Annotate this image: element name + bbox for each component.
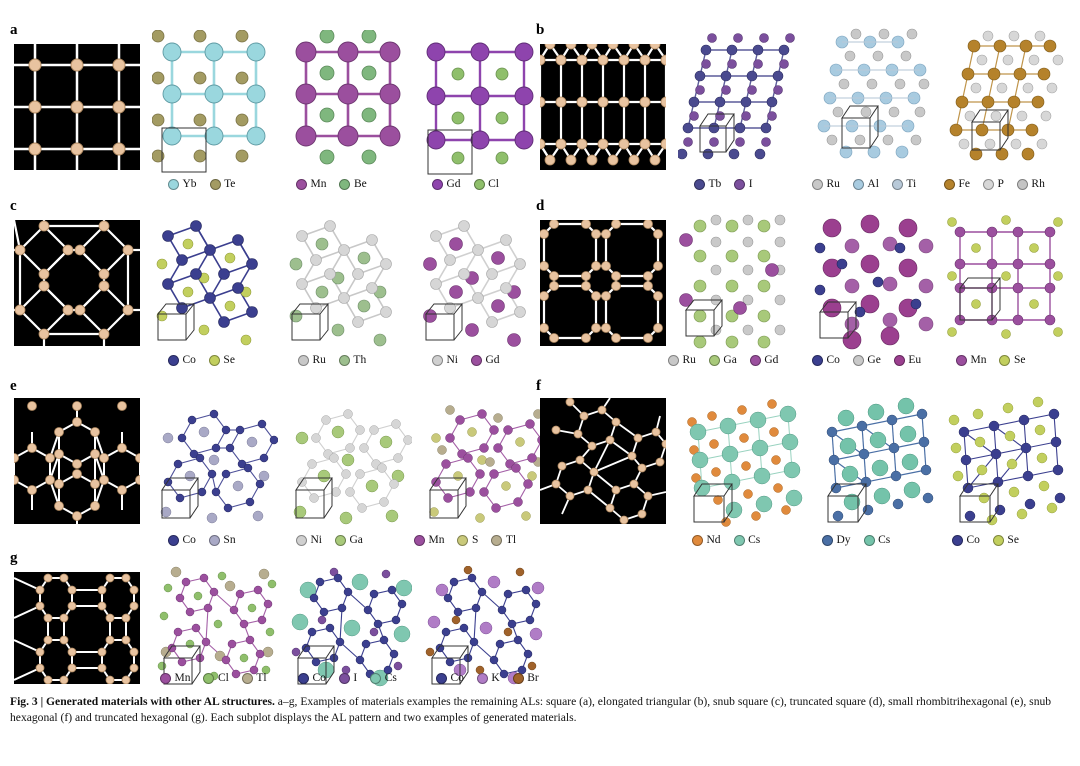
legend-swatch-al [853,179,864,190]
legend-f-2 [822,534,899,546]
legend-label: I [353,672,358,684]
legend-label: Be [353,178,367,190]
al-pattern-snub-square [14,220,140,346]
legend-swatch-be [339,179,350,190]
legend-label: I [748,178,753,190]
legend-swatch-tb [694,179,705,190]
legend-label: Sn [223,534,236,546]
al-pattern-small-rhombitrihexagonal [14,398,140,524]
legend-swatch-ti [892,179,903,190]
panel-letter-b: b [536,22,545,38]
legend-e-2 [296,534,372,546]
legend-label: P [997,178,1004,190]
legend-item [853,178,879,190]
legend-label: Br [527,672,539,684]
legend-swatch-cs [370,673,381,684]
legend-swatch-cl [474,179,485,190]
structure-a-2 [286,30,412,178]
structure-b-3 [944,26,1070,176]
structure-e-1 [152,392,278,534]
legend-swatch-mn [160,673,171,684]
structure-d-2 [812,212,938,354]
legend-item [296,178,326,190]
legend-label: Ru [826,178,840,190]
legend-label: Se [1007,534,1019,546]
legend-item [370,672,397,684]
legend-label: Gd [446,178,461,190]
legend-c-3 [432,354,509,366]
legend-item [296,534,322,546]
legend-label: Al [867,178,879,190]
panel-letter-c: c [10,198,17,214]
legend-label: Ti [906,178,917,190]
legend-label: Co [182,354,196,366]
legend-label: Ni [310,534,322,546]
legend-label: Mn [970,354,987,366]
legend-label: Co [826,354,840,366]
structure-c-3 [420,212,546,354]
structure-f-3 [944,392,1070,534]
legend-swatch-ru [298,355,309,366]
structure-d-3 [944,212,1070,354]
legend-item [203,672,228,684]
legend-d-1 [668,354,787,366]
legend-a-3 [432,178,508,190]
al-pattern-elongated-triangular [540,44,666,170]
legend-label: Cs [384,672,397,684]
legend-item [894,354,921,366]
structure-b-2 [812,26,938,176]
figure-caption [10,694,1068,727]
legend-item [432,354,458,366]
legend-item [734,534,761,546]
caption-body: a–g, Examples of materials examples the remaining ALs: square (a), elongated triangular (b), snub square (c), truncated square (d), small rhombitrihexagonal (e), snub hexagonal (f) and truncated hexagonal (g). Each subplot displays the AL pattern and two examples of generated materials. [10,695,1052,725]
legend-g-3 [436,672,548,684]
legend-swatch-mn [956,355,967,366]
legend-item [513,672,539,684]
structure-e-3 [420,392,546,534]
legend-label: Nd [706,534,721,546]
legend-item [956,354,986,366]
legend-swatch-te [210,179,221,190]
legend-label: K [491,672,500,684]
legend-label: Dy [836,534,851,546]
legend-label: Te [224,178,236,190]
structure-d-1 [678,212,804,354]
legend-swatch-cl [203,673,214,684]
legend-e-1 [168,534,245,546]
legend-label: Co [966,534,980,546]
legend-swatch-ni [432,355,443,366]
legend-item [491,534,516,546]
legend-swatch-cs [734,535,745,546]
legend-item [242,672,267,684]
panel-letter-f: f [536,378,541,394]
legend-item [1017,178,1045,190]
legend-swatch-sn [209,535,220,546]
legend-swatch-rh [1017,179,1028,190]
structure-f-2 [812,392,938,534]
legend-label: Cs [878,534,891,546]
legend-swatch-th [339,355,350,366]
legend-label: Ru [682,354,696,366]
panel-letter-e: e [10,378,17,394]
panel-letter-a: a [10,22,18,38]
legend-swatch-mn [296,179,307,190]
legend-item [853,354,881,366]
al-pattern-truncated-square [540,220,666,346]
legend-label: Se [223,354,235,366]
legend-b-2 [812,178,925,190]
legend-b-1 [694,178,762,190]
legend-d-2 [812,354,930,366]
legend-item [414,534,444,546]
legend-item [477,672,500,684]
legend-item [457,534,478,546]
legend-swatch-co [298,673,309,684]
legend-label: Eu [908,354,922,366]
legend-item [298,672,326,684]
legend-item [709,354,737,366]
legend-item [168,354,196,366]
legend-item [432,178,461,190]
legend-item [339,178,366,190]
legend-swatch-se [999,355,1010,366]
al-pattern-square [14,44,140,170]
legend-c-1 [168,354,244,366]
legend-swatch-mn [414,535,425,546]
structure-a-1 [152,30,278,178]
legend-item [168,178,197,190]
legend-swatch-ge [853,355,864,366]
legend-swatch-k [477,673,488,684]
legend-label: Tl [505,534,517,546]
legend-g-2 [298,672,406,684]
legend-item [210,178,236,190]
legend-item [668,354,696,366]
legend-item [168,534,196,546]
legend-swatch-gd [471,355,482,366]
legend-swatch-i [339,673,350,684]
legend-item [892,178,916,190]
legend-item [952,534,980,546]
legend-swatch-br [513,673,524,684]
legend-item [474,178,499,190]
legend-swatch-fe [944,179,955,190]
legend-label: Co [312,672,326,684]
legend-swatch-cs [864,535,875,546]
legend-label: Cl [488,178,499,190]
legend-swatch-ru [812,179,823,190]
legend-label: Cs [748,534,761,546]
legend-label: Co [450,672,464,684]
legend-label: Gd [485,354,500,366]
legend-item [812,178,840,190]
legend-a-2 [296,178,376,190]
legend-item [812,354,840,366]
legend-label: Ga [349,534,363,546]
structure-c-1 [152,212,278,354]
legend-item [750,354,779,366]
legend-item [339,354,366,366]
legend-f-3 [952,534,1028,546]
legend-label: S [471,534,479,546]
structure-c-2 [286,212,412,354]
legend-label: Ru [312,354,326,366]
legend-item [944,178,970,190]
legend-g-1 [160,672,276,684]
legend-swatch-ga [709,355,720,366]
legend-item [298,354,326,366]
legend-label: Fe [958,178,970,190]
legend-item [209,354,235,366]
legend-label: Gd [764,354,779,366]
legend-swatch-se [209,355,220,366]
legend-swatch-yb [168,179,179,190]
legend-label: Mn [310,178,327,190]
legend-item [209,534,236,546]
legend-label: Ni [446,354,458,366]
legend-c-2 [298,354,375,366]
legend-label: Rh [1031,178,1045,190]
legend-item [692,534,721,546]
legend-f-1 [692,534,769,546]
legend-swatch-se [993,535,1004,546]
legend-label: Tb [708,178,722,190]
legend-label: Mn [174,672,191,684]
legend-label: Ge [867,354,881,366]
legend-swatch-eu [894,355,905,366]
legend-item [983,178,1004,190]
structure-b-1 [678,26,804,176]
legend-swatch-co [436,673,447,684]
legend-item [734,178,752,190]
caption-title: Fig. 3 | Generated materials with other AL structures. [10,695,275,708]
legend-swatch-gd [750,355,761,366]
panel-letter-g: g [10,550,18,566]
structure-a-3 [420,30,546,178]
panel-letter-d: d [536,198,545,214]
legend-label: Co [182,534,196,546]
al-pattern-snub-hexagonal [540,398,666,524]
legend-item [822,534,851,546]
structure-f-1 [678,392,804,534]
structure-e-2 [286,392,412,534]
legend-swatch-dy [822,535,833,546]
legend-label: Tl [256,672,267,684]
legend-item [436,672,464,684]
legend-swatch-tl [491,535,502,546]
legend-item [993,534,1019,546]
legend-item [471,354,500,366]
legend-swatch-gd [432,179,443,190]
legend-swatch-p [983,179,994,190]
legend-d-3 [956,354,1034,366]
legend-item [694,178,721,190]
legend-swatch-ni [296,535,307,546]
legend-label: Th [353,354,367,366]
legend-item [160,672,190,684]
legend-swatch-co [952,535,963,546]
legend-label: Cl [217,672,229,684]
legend-label: Se [1013,354,1026,366]
legend-label: Ga [723,354,737,366]
legend-label: Mn [428,534,445,546]
legend-a-1 [168,178,244,190]
al-pattern-truncated-hexagonal [14,572,140,684]
legend-b-3 [944,178,1054,190]
legend-label: Yb [182,178,197,190]
legend-swatch-s [457,535,468,546]
legend-swatch-ru [668,355,679,366]
legend-swatch-co [812,355,823,366]
legend-swatch-tl [242,673,253,684]
legend-swatch-co [168,355,179,366]
legend-swatch-nd [692,535,703,546]
legend-swatch-ga [335,535,346,546]
legend-item [339,672,357,684]
legend-swatch-co [168,535,179,546]
legend-e-3 [414,534,525,546]
legend-item [999,354,1025,366]
legend-swatch-i [734,179,745,190]
legend-item [335,534,363,546]
legend-item [864,534,891,546]
